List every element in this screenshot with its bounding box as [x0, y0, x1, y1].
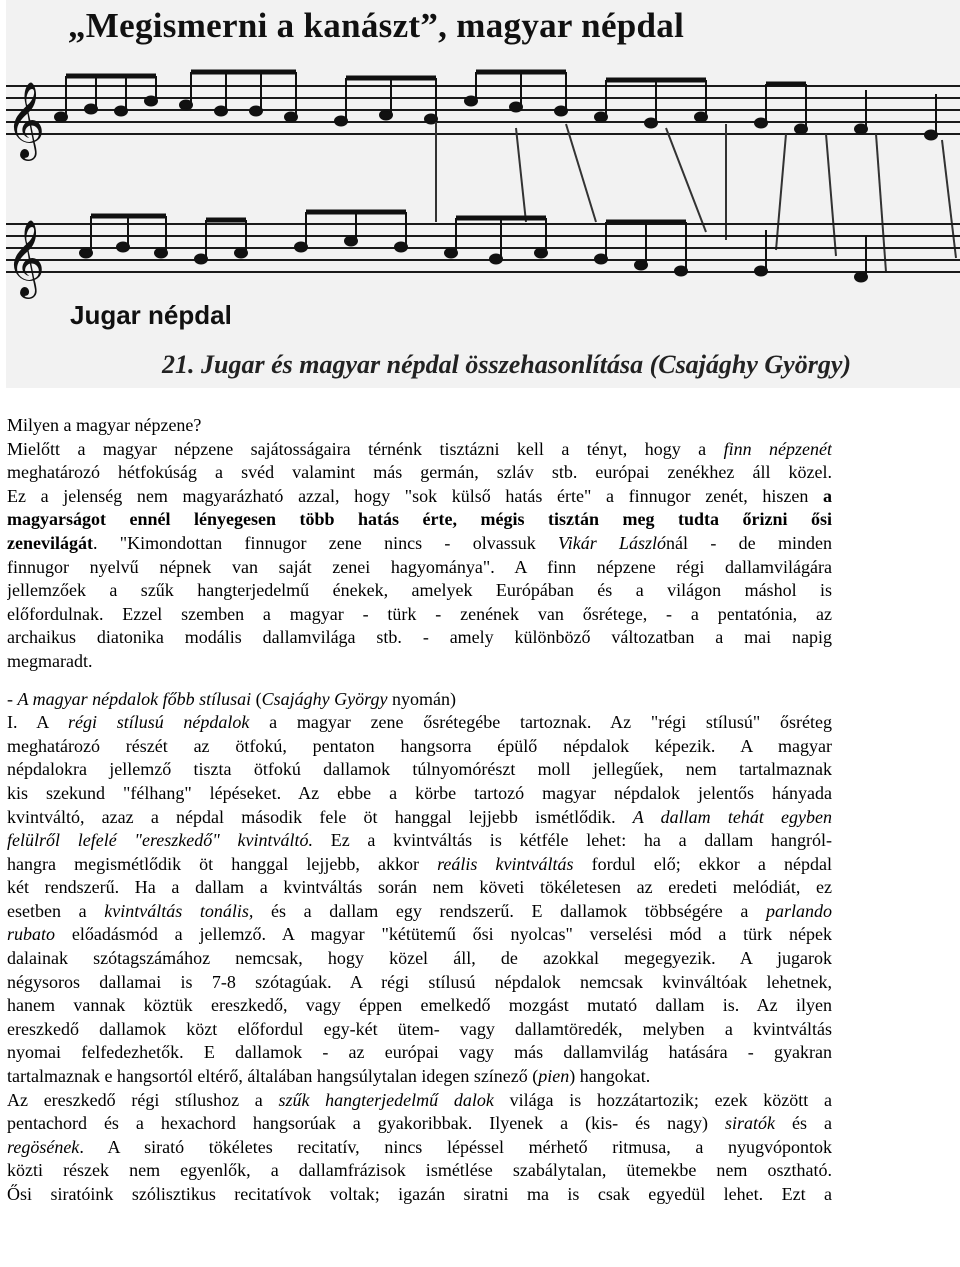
paragraph-line: meghatározó hétfokúság a svéd valamint más germán, szláv stb. európai zenékhez áll közel.: [7, 462, 832, 483]
paragraph-line: dalainak szótagszámához nemcsak, hogy közel áll, de azokkal megegyezik. A jugarok: [7, 948, 832, 969]
paragraph-line: zenevilágát. "Kimondottan finnugor zene nincs - olvassuk Vikár Lászlónál - de minden: [7, 532, 832, 553]
treble-clef-lower-icon: 𝄞: [6, 219, 46, 296]
paragraph-line: nyomai felfedezhetők. E dallamok - az európai vagy más dallamvilág hatására - gyakran: [7, 1042, 832, 1063]
paragraph-line: két rendszerű. Ha a dallam a kvintváltás során nem követi tökéletesen az eredeti melódiát, ez: [7, 877, 832, 898]
paragraph-line: kis szekund "félhang" lépéseket. Az ebbe a körbe tartozó magyar népdalok jelentős hányada: [7, 782, 832, 803]
comparison-lines: [436, 122, 956, 272]
figure-caption: 21. Jugar és magyar népdal összehasonlítása (Csajághy György): [162, 350, 852, 379]
paragraph-line: pentachord és a hexachord hangsorúak a gyakoribbak. Ilyenek a (kis- és nagy) siratók és a: [7, 1113, 832, 1134]
paragraph-line: finnugor nyelvű népnek van saját zenei hagyománya". A finn népzene régi dallamvilágára: [7, 556, 832, 577]
paragraph-line: hanem vannak köztük ereszkedő, vagy éppen emelkedő mozgást mutató dallam is. Az ilyen: [7, 995, 832, 1016]
upper-staff: [6, 86, 960, 134]
paragraph-line: meghatározó részét az ötfokú, pentaton hangsorra épülő népdalok képezik. A magyar: [7, 735, 832, 756]
paragraph-line: Ez a jelenség nem magyarázható azzal, hogy "sok külső hatás érte" a finnugor zenét, hiszen a: [7, 485, 832, 506]
paragraph-line: esetben a kvintváltás tonális, és a dallam egy rendszerű. E dallamok többségére a parlando: [7, 900, 832, 921]
figure-title: „Megismerni a kanászt”, magyar népdal: [68, 6, 685, 45]
paragraph-line: hangra megismétlődik öt hanggal lejjebb, akkor reális kvintváltás fordul elő; ekkor a népdal: [7, 853, 832, 874]
paragraph-line: I. A régi stílusú népdalok a magyar zene ősrétegébe tartoznak. Az "régi stílusú" ősréteg: [7, 712, 832, 733]
paragraph-line: közti részek nem egyenlők, a dallamfrázisok ismétlése szabálytalan, ütemekbe nem osztható.: [7, 1160, 832, 1181]
treble-clef-upper-icon: 𝄞: [6, 81, 46, 158]
paragraph-line: Mielőtt a magyar népzene sajátosságaira térnénk tisztázni kell a tényt, hogy a finn népzenét: [7, 438, 832, 459]
paragraph-line: Az ereszkedő régi stílushoz a szűk hangterjedelmű dalok világa is hozzátartozik; ezek között a: [7, 1089, 832, 1110]
paragraph-line: négysoros dallamai is 7-8 szótagúak. A régi stílusú népdalok nemcsak kvinváltóak lehetnek,: [7, 971, 832, 992]
lower-staff: [6, 224, 960, 272]
paragraph-line: regösének. A sirató tökéletes recitatív, nincs lépéssel mérhető ritmusa, a nyugvópontok: [7, 1136, 832, 1157]
paragraph-line: kvintváltó, azaz a népdal második fele öt hanggal lejjebb ismétlődik. A dallam tehát egyben: [7, 806, 832, 827]
question-heading: Milyen a magyar népzene?: [7, 415, 202, 435]
music-figure: [6, 0, 960, 388]
paragraph-line: rubato előadásmód a jellemző. A magyar "kétütemű ősi nyolcas" verselési mód a türk népek: [7, 924, 832, 945]
paragraph-line: jellemzőek a szűk hangterjedelmű énekek, amelyek Európában és a világon máshol is: [7, 580, 832, 601]
paragraph-line: előfordulnak. Ezzel szemben a magyar - türk - zenének van ősrétege, - a pentatónia, az: [7, 603, 832, 624]
paragraph-line: népdalokra jellemző tiszta ötfokú dallamok túlnyomórészt moll jellegűek, nem tartalmaznak: [7, 759, 832, 780]
figure-subtitle: Jugar népdal: [70, 300, 232, 330]
author-name: Vikár László: [558, 532, 667, 553]
section-heading: - A magyar népdalok főbb stílusai (Csajághy György nyomán): [7, 688, 456, 709]
emphasis: zenevilágát: [7, 532, 93, 553]
paragraph-line: tartalmaznak e hangsortól eltérő, általában hangsúlytalan idegen színező (pien) hangokat.: [7, 1066, 651, 1087]
paragraph-gap: [7, 674, 832, 688]
emphasis: a: [823, 485, 832, 506]
emphasis: magyarságot ennél lényegesen több hatás érte, mégis tisztán meg tudta őrizni ősi: [7, 509, 832, 530]
article-body: [7, 414, 832, 1207]
paragraph-line: felülről lefelé "ereszkedő" kvintváltó. Ez a kvintváltás is kétféle lehet: ha a dallam hangról-: [7, 830, 832, 851]
paragraph-line: Ősi siratóink szólisztikus recitatívok voltak; igazán siratni ma is csak egyedül lehet. Ezt a: [7, 1184, 832, 1204]
upper-notes: [55, 72, 937, 140]
emphasis: finn népzenét: [723, 438, 832, 459]
paragraph-line: megmaradt.: [7, 650, 93, 671]
paragraph-line: [7, 508, 832, 532]
paragraph-line: archaikus diatonika modális dallamvilága stb. - amely különböző változatban a mai napig: [7, 627, 832, 648]
paragraph-line: ereszkedő dallamok közt előfordul egy-két ütem- vagy dallamtöredék, melyben a kvintváltás: [7, 1018, 832, 1039]
